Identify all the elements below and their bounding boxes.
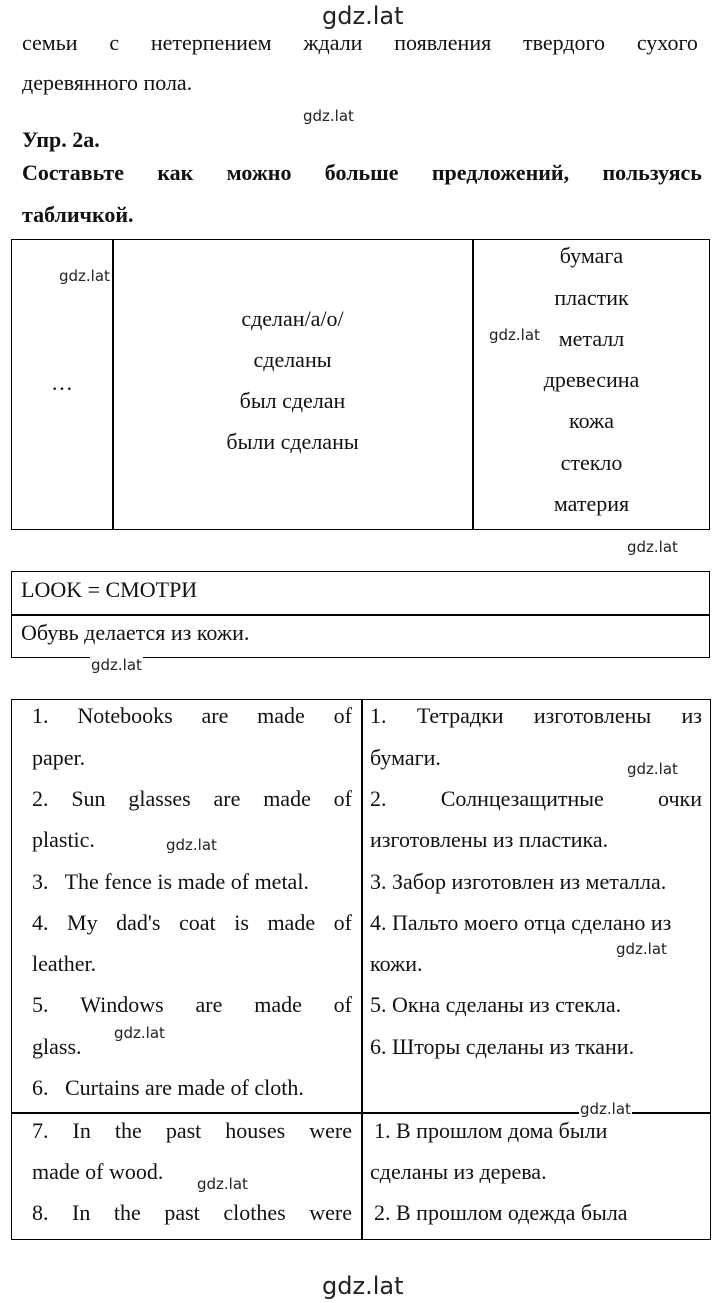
english-sentence-8 [32,1200,352,1226]
english-sentence-2 [32,786,352,812]
watermark-top: gdz.lat [322,2,404,30]
grammar-verb: сделан/а/о/ [241,306,344,331]
watermark: gdz.lat [627,538,678,556]
word: из [681,703,702,728]
word: 4. [32,910,49,935]
watermark: gdz.lat [616,940,667,958]
russian-sentence-2 [370,786,702,812]
watermark: gdz.lat [627,760,678,778]
grammar-col-1: … [51,370,73,395]
word: изготовлены [533,703,652,728]
english-sentence-1 [32,703,352,729]
sentences-table [11,699,711,1240]
word: Sun [71,786,106,811]
grammar-table [11,239,710,530]
english-sentence-4-cont: leather. [32,951,97,976]
word: 1. [370,703,387,728]
word: 5. [32,992,49,1017]
grammar-verb: был сделан [239,388,346,413]
word: are [213,786,241,811]
word: dad's [116,910,161,935]
word: 2. [32,786,49,811]
english-sentence-2-cont: plastic. [32,827,95,852]
word: of [333,703,352,728]
intro-word: твердого [523,30,606,55]
word: Windows [80,992,164,1017]
word: In [72,1200,91,1225]
task-word: Составьте [22,160,124,185]
word: 8. [32,1200,49,1225]
word: 7. [32,1118,49,1143]
english-sentence-1-cont: paper. [32,745,86,770]
word: 1. [32,703,49,728]
watermark: gdz.lat [197,1175,248,1193]
russian-sentence-5: 5. Окна сделаны из стекла. [370,992,622,1017]
russian-sentence-1 [370,703,702,729]
look-box [11,571,710,658]
word: 2. [370,786,387,811]
intro-word: сухого [636,30,698,55]
russian-sentence-3: 3. Забор изготовлен из металла. [370,869,667,894]
word: are [201,703,229,728]
word: of [333,910,352,935]
grammar-material: стекло [560,450,623,475]
word: made [254,992,302,1017]
word: the [113,1200,141,1225]
intro-word: появления [394,30,492,55]
grammar-material: пластик [554,285,629,310]
word: Notebooks [77,703,173,728]
word: Тетрадки [416,703,504,728]
word: made [263,786,311,811]
word: houses [225,1118,286,1143]
intro-line-2: деревянного пола. [22,70,193,95]
word: past [165,1118,202,1143]
english-sentence-7 [32,1118,352,1144]
word: glasses [128,786,191,811]
russian-sentence-7: 1. В прошлом дома были [374,1118,608,1143]
word: were [309,1118,352,1143]
intro-word: ждали [303,30,363,55]
grammar-material: древесина [543,367,640,392]
english-sentence-3: 3. The fence is made of metal. [32,869,309,894]
word: past [164,1200,200,1225]
task-word: предложений, [431,160,570,185]
word: are [195,992,223,1017]
task-word: больше [324,160,399,185]
word: In [72,1118,91,1143]
look-example: Обувь делается из кожи. [21,620,250,645]
intro-word: нетерпением [150,30,272,55]
word: made [267,910,316,935]
english-sentence-5 [32,992,352,1018]
english-sentence-5-cont: glass. [32,1034,82,1059]
exercise-label: Упр. 2а. [22,127,100,152]
word: coat [179,910,216,935]
word: is [234,910,249,935]
watermark: gdz.lat [580,1100,631,1118]
russian-sentence-1-cont: бумаги. [370,745,441,770]
watermark: gdz.lat [59,267,110,285]
grammar-material: материя [553,491,630,516]
intro-word: с [109,30,120,55]
task-word: как [157,160,194,185]
english-sentence-4 [32,910,352,936]
exercise-task-line-2: табличкой. [22,202,134,227]
watermark: gdz.lat [489,326,540,344]
russian-sentence-4: 4. Пальто моего отца сделано из [370,910,672,935]
look-header: LOOK = СМОТРИ [21,577,198,602]
russian-sentence-7-cont: сделаны из дерева. [370,1159,547,1184]
word: made [257,703,305,728]
word: were [309,1200,352,1225]
intro-line-1 [22,30,698,56]
word: My [67,910,98,935]
english-sentence-7-cont: made of wood. [32,1159,164,1184]
watermark-bottom: gdz.lat [322,1272,404,1300]
task-word: пользуясь [602,160,702,185]
watermark: gdz.lat [91,656,142,674]
word: of [333,786,352,811]
word: очки [658,786,702,811]
grammar-material: бумага [559,243,624,268]
intro-word: семьи [22,30,78,55]
word: the [114,1118,142,1143]
word: of [333,992,352,1017]
grammar-material: кожа [569,408,614,433]
watermark: gdz.lat [166,836,217,854]
russian-sentence-4-cont: кожи. [370,951,423,976]
watermark: gdz.lat [114,1024,165,1042]
russian-sentence-8: 2. В прошлом одежда была [374,1200,628,1225]
task-word: можно [226,160,292,185]
word: Солнцезащитные [440,786,604,811]
watermark: gdz.lat [303,107,354,125]
grammar-verb: были сделаны [226,429,359,454]
english-sentence-6: 6. Curtains are made of cloth. [32,1075,304,1100]
russian-sentence-6: 6. Шторы сделаны из ткани. [370,1034,635,1059]
word: clothes [223,1200,286,1225]
exercise-task-line-1 [22,160,702,186]
grammar-verb: сделаны [253,347,332,372]
russian-sentence-2-cont: изготовлены из пластика. [370,827,609,852]
grammar-material: металл [558,326,625,351]
